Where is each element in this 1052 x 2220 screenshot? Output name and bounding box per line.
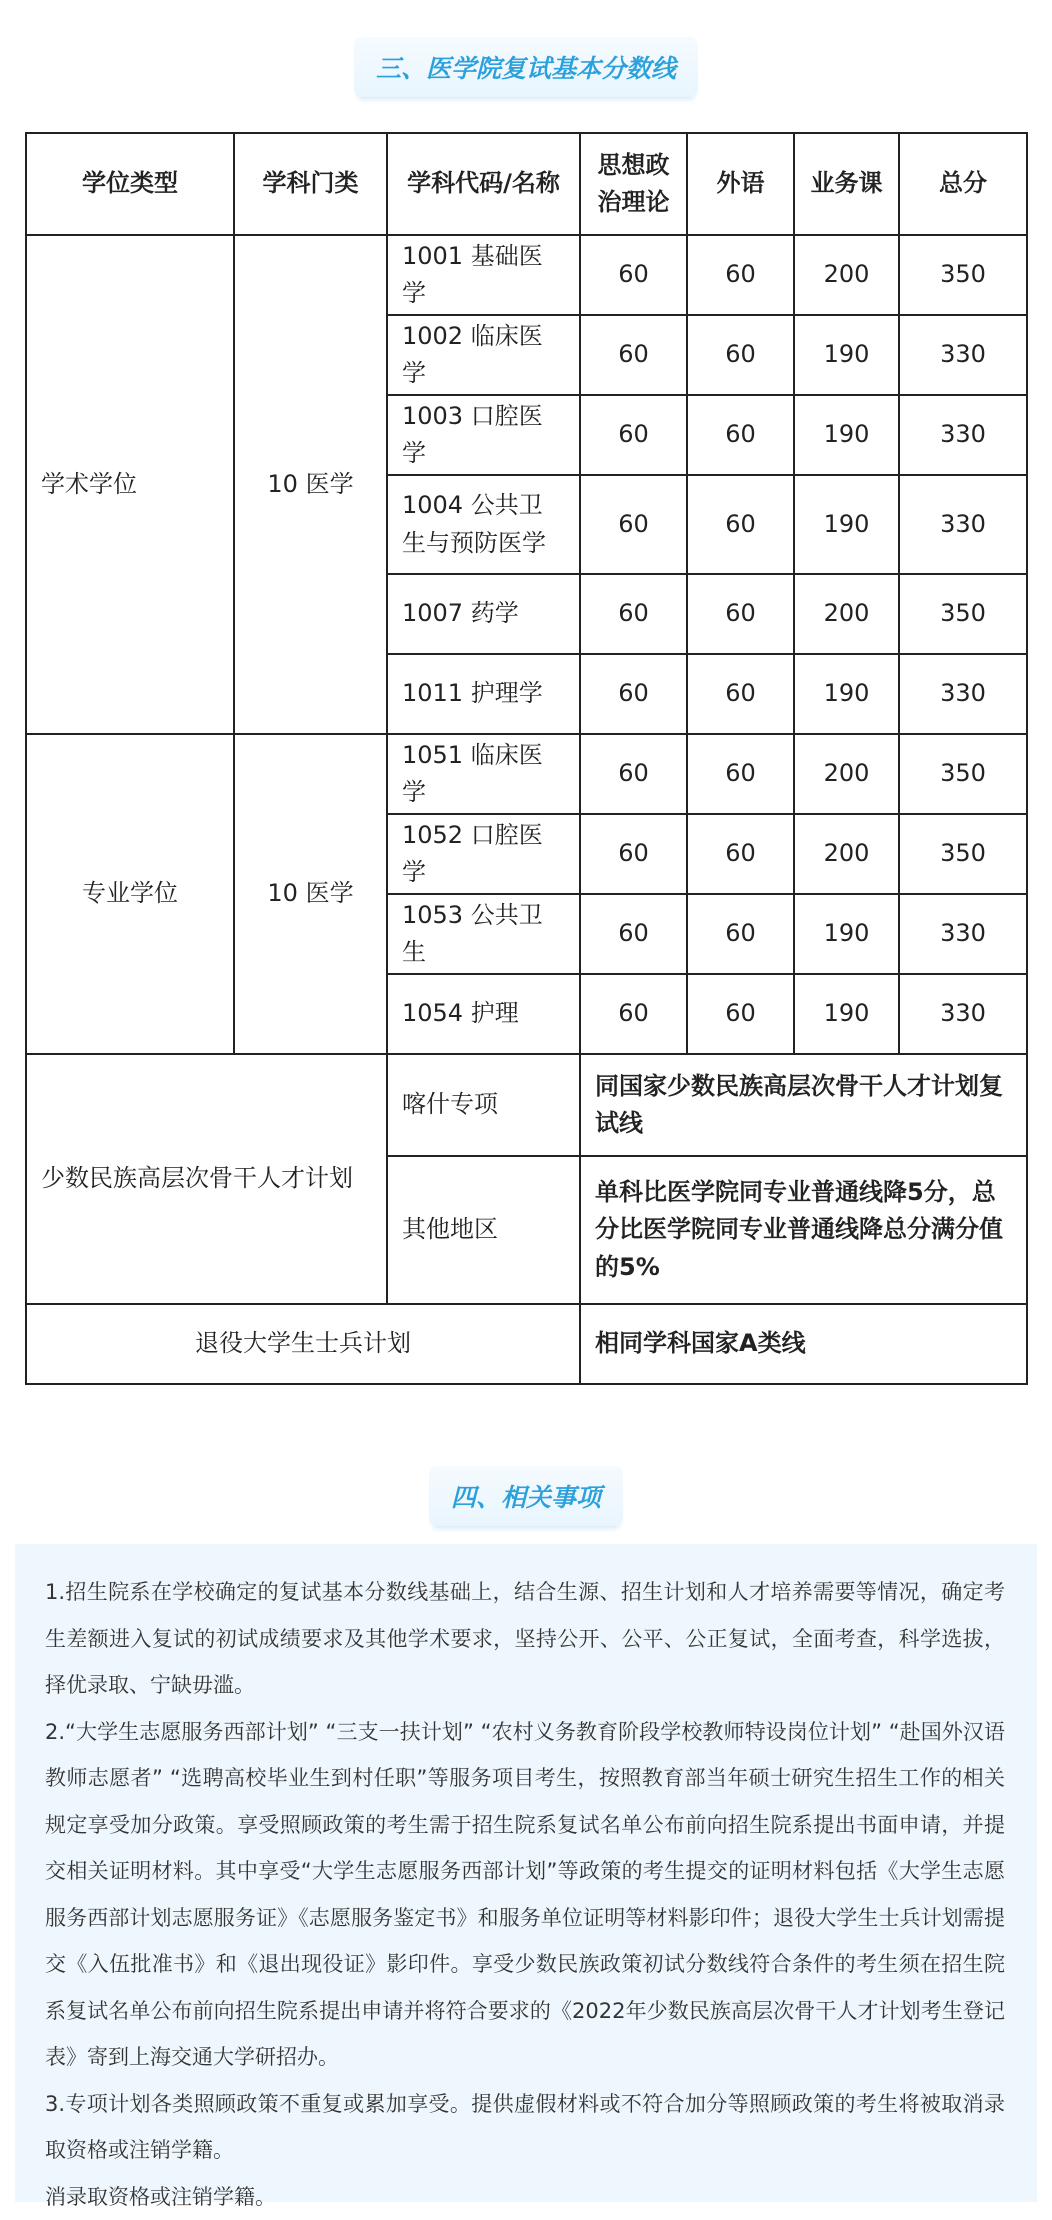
major-cell: 190	[794, 654, 899, 734]
academic-type: 学术学位	[26, 235, 234, 734]
veteran-label: 退役大学生士兵计划	[26, 1304, 580, 1384]
politics-cell: 60	[580, 974, 687, 1054]
total-cell: 330	[899, 315, 1027, 395]
language-cell: 60	[687, 734, 794, 814]
total-cell: 330	[899, 395, 1027, 475]
language-cell: 60	[687, 814, 794, 894]
other-region-rule: 单科比医学院同专业普通线降5分，总分比医学院同专业普通线降总分满分值的5%	[580, 1156, 1027, 1304]
language-cell: 60	[687, 894, 794, 974]
politics-cell: 60	[580, 475, 687, 574]
major-cell: 190	[794, 475, 899, 574]
header-degree-type: 学位类型	[26, 133, 234, 235]
major-cell: 200	[794, 574, 899, 654]
header-total: 总分	[899, 133, 1027, 235]
table-header-row	[26, 133, 1027, 235]
subject-cell: 1053 公共卫生	[387, 894, 580, 974]
language-cell: 60	[687, 974, 794, 1054]
subject-cell: 1002 临床医学	[387, 315, 580, 395]
language-cell: 60	[687, 395, 794, 475]
header-language: 外语	[687, 133, 794, 235]
academic-category: 10 医学	[234, 235, 387, 734]
subject-cell: 1001 基础医学	[387, 235, 580, 315]
language-cell: 60	[687, 574, 794, 654]
politics-cell: 60	[580, 654, 687, 734]
note-paragraph: 3.专项计划各类照顾政策不重复或累加享受。提供虚假材料或不符合加分等照顾政策的考生将被取消录取资格或注销学籍。	[45, 2081, 1005, 2174]
veteran-rule: 相同学科国家A类线	[580, 1304, 1027, 1384]
politics-cell: 60	[580, 894, 687, 974]
header-major: 业务课	[794, 133, 899, 235]
total-cell: 350	[899, 235, 1027, 315]
other-region-label: 其他地区	[387, 1156, 580, 1304]
politics-cell: 60	[580, 734, 687, 814]
table-row	[26, 734, 1027, 814]
section4-title: 四、相关事项	[429, 1466, 623, 1526]
header-politics: 思想政治理论	[580, 133, 687, 235]
table-row	[26, 235, 1027, 315]
note-paragraph: 2.“大学生志愿服务西部计划” “三支一扶计划” “农村义务教育阶段学校教师特设岗位计划” “赴国外汉语教师志愿者” “选聘高校毕业生到村任职”等服务项目考生，按照教育部当年硕士研究生招生工作的相关规定享受加分政策。享受照顾政策的考生需于招生院系复试名单公布前向招生院系提出书面申请，并提交相关证明材料。其中享受“大学生志愿服务西部计划”等政策的考生提交的证明材料包括《大学生志愿服务西部计划志愿服务证》《志愿服务鉴定书》和服务单位证明等材料影印件；退役大学生士兵计划需提交《入伍批准书》和《退出现役证》影印件。享受少数民族政策初试分数线符合条件的考生须在招生院系复试名单公布前向招生院系提出申请并将符合要求的《2022年少数民族高层次骨干人才计划考生登记表》寄到上海交通大学研招办。	[45, 1709, 1005, 2081]
major-cell: 190	[794, 395, 899, 475]
notes-panel	[15, 1544, 1037, 2202]
major-cell: 190	[794, 974, 899, 1054]
header-subject: 学科代码/名称	[387, 133, 580, 235]
section4-header	[0, 1466, 1052, 1526]
header-category: 学科门类	[234, 133, 387, 235]
score-table	[25, 132, 1028, 1385]
language-cell: 60	[687, 475, 794, 574]
veteran-row	[26, 1304, 1027, 1384]
kashgar-label: 喀什专项	[387, 1054, 580, 1156]
subject-cell: 1052 口腔医学	[387, 814, 580, 894]
subject-cell: 1054 护理	[387, 974, 580, 1054]
major-cell: 200	[794, 235, 899, 315]
total-cell: 330	[899, 894, 1027, 974]
total-cell: 330	[899, 475, 1027, 574]
politics-cell: 60	[580, 574, 687, 654]
professional-category: 10 医学	[234, 734, 387, 1054]
minority-row-kashgar	[26, 1054, 1027, 1156]
major-cell: 200	[794, 814, 899, 894]
section3-header	[0, 37, 1052, 97]
section3-title: 三、医学院复试基本分数线	[354, 37, 698, 97]
language-cell: 60	[687, 654, 794, 734]
total-cell: 330	[899, 974, 1027, 1054]
subject-cell: 1007 药学	[387, 574, 580, 654]
subject-cell: 1011 护理学	[387, 654, 580, 734]
major-cell: 190	[794, 315, 899, 395]
politics-cell: 60	[580, 814, 687, 894]
note-paragraph: 1.招生院系在学校确定的复试基本分数线基础上，结合生源、招生计划和人才培养需要等情况，确定考生差额进入复试的初试成绩要求及其他学术要求，坚持公开、公平、公正复试，全面考查，科学选拔，择优录取、宁缺毋滥。	[45, 1569, 1005, 1709]
subject-cell: 1051 临床医学	[387, 734, 580, 814]
major-cell: 200	[794, 734, 899, 814]
total-cell: 330	[899, 654, 1027, 734]
total-cell: 350	[899, 734, 1027, 814]
minority-label: 少数民族高层次骨干人才计划	[26, 1054, 387, 1304]
language-cell: 60	[687, 235, 794, 315]
politics-cell: 60	[580, 395, 687, 475]
politics-cell: 60	[580, 235, 687, 315]
major-cell: 190	[794, 894, 899, 974]
subject-cell: 1003 口腔医学	[387, 395, 580, 475]
note-paragraph: 消录取资格或注销学籍。	[45, 2174, 1005, 2220]
total-cell: 350	[899, 574, 1027, 654]
professional-type: 专业学位	[26, 734, 234, 1054]
subject-cell: 1004 公共卫生与预防医学	[387, 475, 580, 574]
politics-cell: 60	[580, 315, 687, 395]
kashgar-rule: 同国家少数民族高层次骨干人才计划复试线	[580, 1054, 1027, 1156]
language-cell: 60	[687, 315, 794, 395]
total-cell: 350	[899, 814, 1027, 894]
